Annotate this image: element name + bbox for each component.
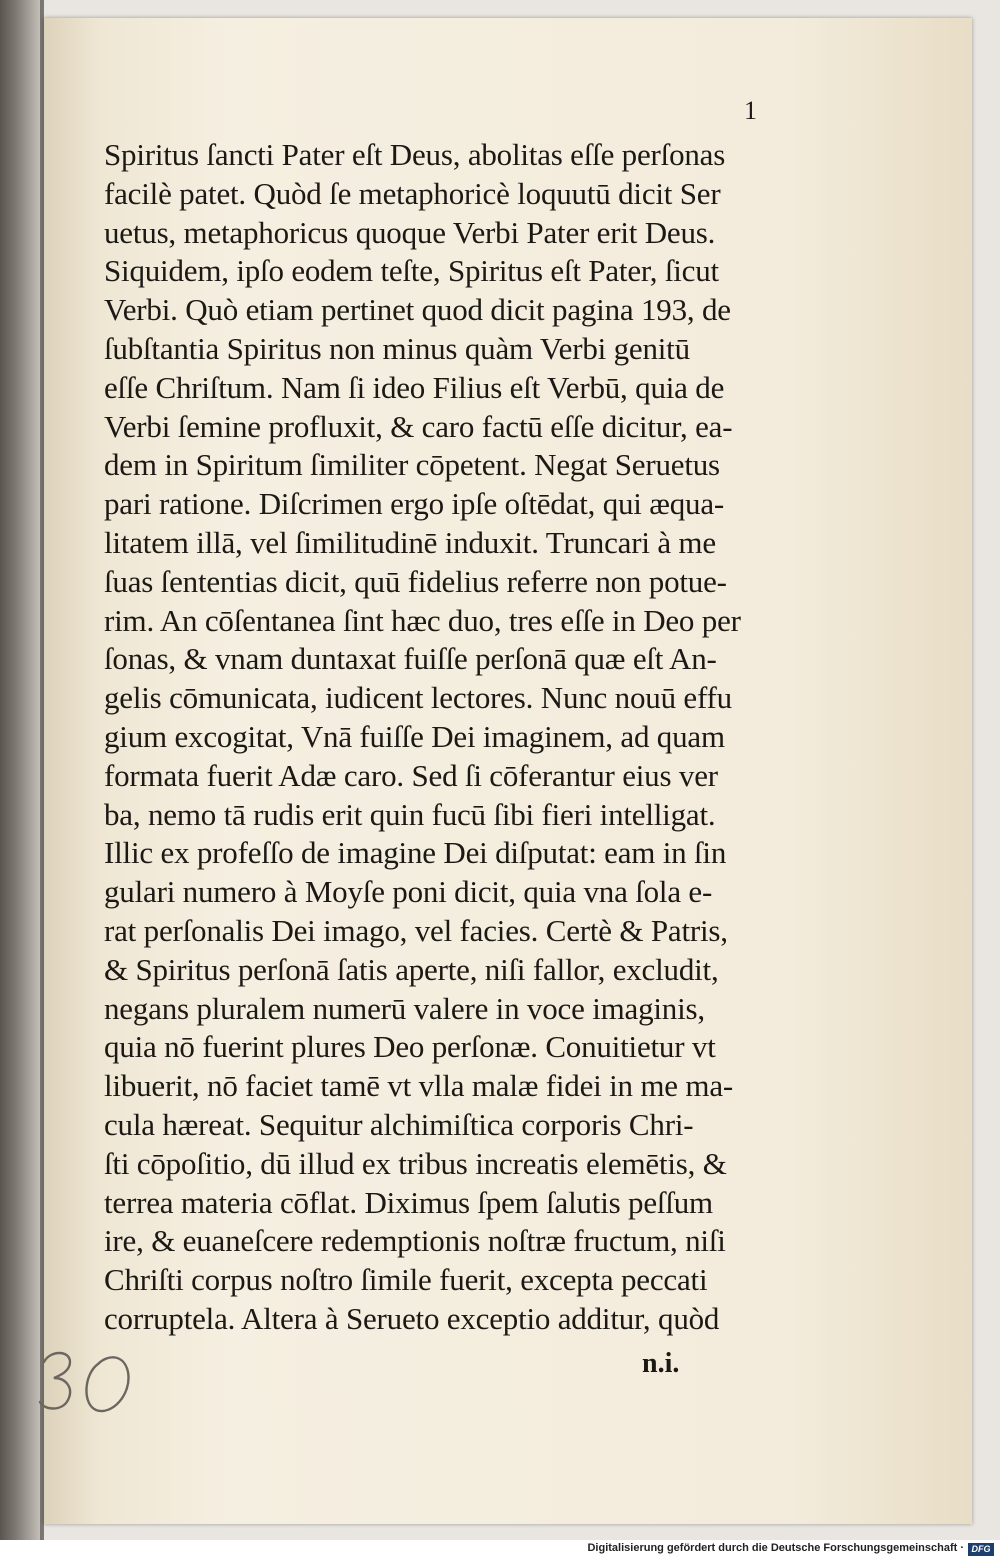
text-line: negans pluralem numerū valere in voce imaginis, [104,990,705,1026]
text-line: corruptela. Altera à Serueto exceptio additur, quòd [104,1300,720,1336]
text-line: uetus, metaphoricus quoque Verbi Pater erit Deus. [104,214,716,250]
text-line: ſonas, & vnam duntaxat fuiſſe perſonā quæ eſt An- [104,641,717,677]
book-binding [0,0,44,1540]
text-line: terrea materia cōflat. Diximus ſpem ſalutis peſſum [104,1184,713,1220]
text-line: cula hæreat. Sequitur alchimiſtica corporis Chri- [104,1106,694,1142]
text-line: Illic ex profeſſo de imagine Dei diſputat: eam in ſin [104,835,727,871]
text-line: ſti cōpoſitio, dū illud ex tribus increatis elemētis, & [104,1145,727,1181]
text-line: litatem illā, vel ſimilitudinē induxit. Truncari à me [104,524,716,560]
text-line: & Spiritus perſonā ſatis aperte, niſi fallor, excludit, [104,951,719,987]
text-line: Verbi. Quò etiam pertinet quod dicit pagina 193, de [104,292,731,328]
text-line: rim. An cōſentanea ſint hæc duo, tres eſſe in Deo per [104,602,741,638]
dfg-logo: DFG [968,1543,994,1556]
text-line: facilè patet. Quòd ſe metaphoricè loquutū dicit Ser [104,175,721,211]
text-line: gulari numero à Moyſe poni dicit, quia vna ſola e- [104,874,713,910]
text-line: eſſe Chriſtum. Nam ſi ideo Filius eſt Verbū, quia de [104,369,725,405]
text-line: gelis cōmunicata, iudicent lectores. Nunc nouū effu [104,680,732,716]
text-line: Siquidem, ipſo eodem teſte, Spiritus eſt Pater, ſicut [104,253,719,289]
text-line: Chriſti corpus noſtro ſimile fuerit, excepta peccati [104,1262,708,1298]
text-line: ſuas ſententias dicit, quū fidelius referre non potue- [104,563,727,599]
text-line: pari ratione. Diſcrimen ergo ipſe oſtēdat, qui æqua- [104,486,725,522]
text-line: ſubſtantia Spiritus non minus quàm Verbi genitū [104,330,690,366]
text-line: ire, & euaneſcere redemptionis noſtræ fructum, niſi [104,1223,726,1259]
funding-credit: Digitalisierung gefördert durch die Deutsche Forschungsgemeinschaft · [587,1542,964,1554]
body-text [104,136,794,1339]
text-line: rat perſonalis Dei imago, vel facies. Certè & Patris, [104,912,728,948]
text-line: Spiritus ſancti Pater eſt Deus, abolitas eſſe perſonas [104,137,726,172]
text-line: dem in Spiritum ſimiliter cōpetent. Negat Seruetus [104,447,720,483]
book-page [44,18,972,1524]
text-line: libuerit, nō faciet tamē vt vlla malæ fidei in me ma- [104,1068,734,1104]
footer-bar [0,1540,1000,1560]
text-line: gium excogitat, Vnā fuiſſe Dei imaginem, ad quam [104,718,725,754]
text-line: Verbi ſemine profluxit, & caro factū eſſe dicitur, ea- [104,408,733,444]
text-line: formata fuerit Adæ caro. Sed ſi cōferantur eius ver [104,757,718,793]
text-line: ba, nemo tā rudis erit quin fucū ſibi fieri intelligat. [104,796,716,832]
signature-mark: n.i. [642,1348,680,1379]
text-line: quia nō fuerint plures Deo perſonæ. Conuitietur vt [104,1029,716,1065]
handwritten-folio-number [36,1340,146,1420]
page-number: 1 [744,96,757,125]
